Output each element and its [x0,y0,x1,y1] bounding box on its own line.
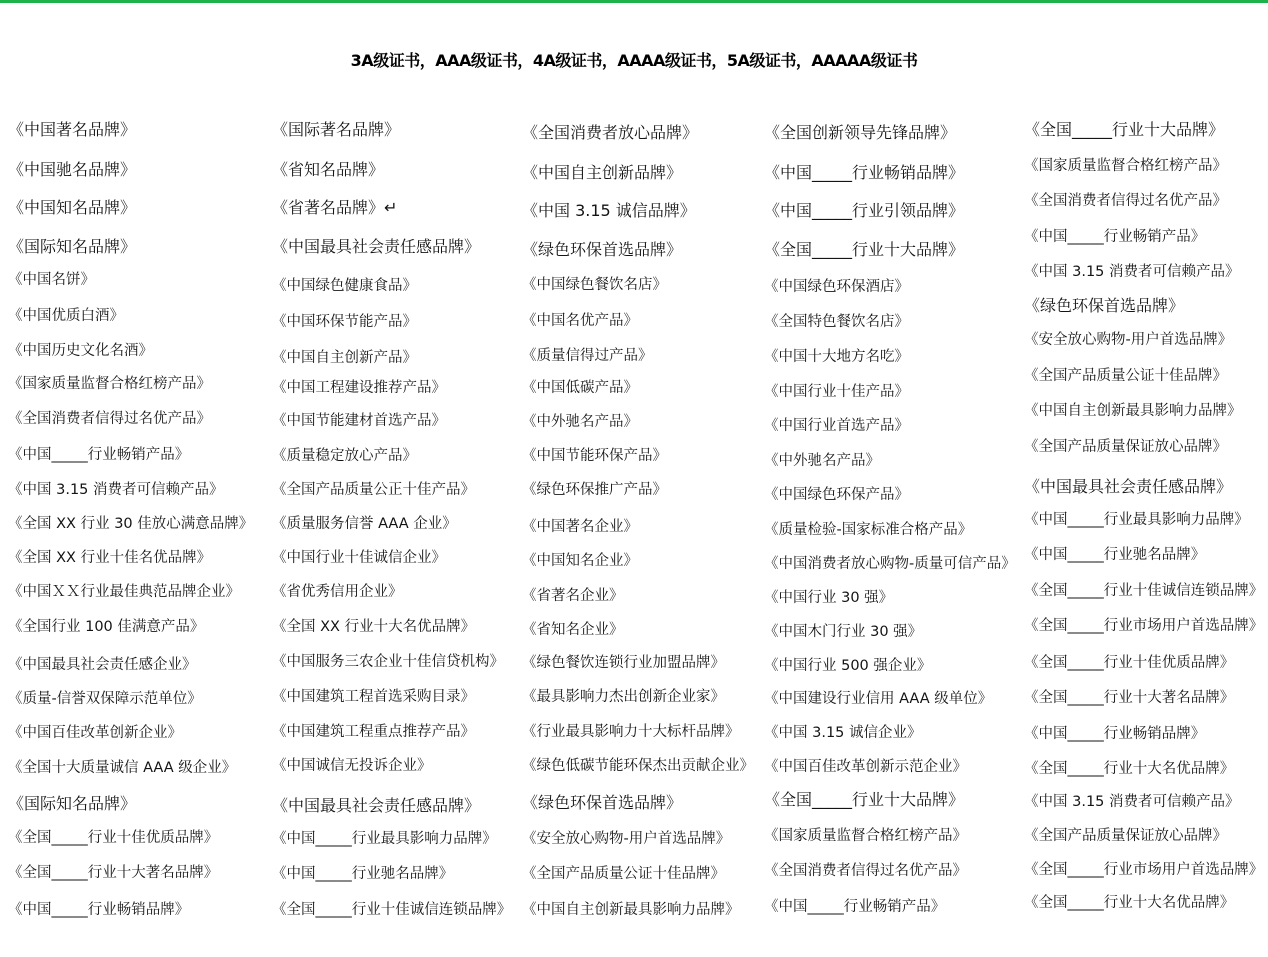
certificate-item: 《全国消费者信得过名优产品》 [8,411,211,427]
certificate-item: 《中国自主创新品牌》 [522,163,683,182]
certificate-item: 《国际著名品牌》 [272,120,401,139]
certificate-item: 《全国 XX 行业十佳名优品牌》 [8,550,212,566]
certificate-item: 《全国_____行业十大品牌》 [764,240,965,259]
certificate-item: 《省知名品牌》 [272,160,385,179]
certificate-item: 《全国_____行业十大品牌》 [764,790,965,809]
certificate-item: 《全国_____行业十大品牌》 [1024,120,1225,139]
certificate-item: 《绿色环保推广产品》 [522,482,667,498]
certificate-item: 《质量-信誉双保障示范单位》 [8,691,202,707]
certificate-item: 《中国行业十佳产品》 [764,384,909,400]
certificate-item: 《中国 3.15 诚信品牌》 [522,201,696,220]
certificate-item: 《中国优质白酒》 [8,308,124,324]
certificate-item: 《中国自主创新最具影响力品牌》 [1024,403,1242,419]
certificate-item: 《中国十大地方名吃》 [764,349,909,365]
certificate-columns [0,110,1268,930]
certificate-item: 《中国历史文化名酒》 [8,343,153,359]
certificate-item: 《中国 3.15 消费者可信赖产品》 [1024,794,1240,810]
certificate-item: 《中国自主创新最具影响力品牌》 [522,902,740,918]
certificate-item: 《全国_____行业十大名优品牌》 [1024,895,1235,911]
certificate-item: 《中国_____行业最具影响力品牌》 [272,831,497,847]
certificate-item: 《绿色环保首选品牌》 [522,240,683,259]
certificate-item: 《中国建设行业信用 AAA 级单位》 [764,691,993,707]
certificate-item: 《中外驰名产品》 [522,414,638,430]
certificate-item: 《全国_____行业十佳优质品牌》 [1024,655,1235,671]
certificate-item: 《中国知名企业》 [522,553,638,569]
certificate-item: 《全国产品质量公证十佳品牌》 [522,866,725,882]
certificate-column-4 [764,110,1020,930]
certificate-item: 《国际知名品牌》 [8,794,137,813]
certificate-item: 《绿色低碳节能环保杰出贡献企业》 [522,758,754,774]
certificate-item: 《中国绿色餐饮名店》 [522,277,667,293]
certificate-item: 《中国_____行业畅销产品》 [1024,229,1206,245]
certificate-item: 《中国最具社会责任感品牌》 [272,237,481,256]
certificate-item: 《中国著名品牌》 [8,120,137,139]
certificate-item: 《中国名优产品》 [522,313,638,329]
certificate-item: 《国家质量监督合格红榜产品》 [8,376,211,392]
certificate-item: 《中国_____行业畅销品牌》 [1024,726,1206,742]
certificate-item: 《中国_____行业引领品牌》 [764,201,965,220]
certificate-item: 《中国最具社会责任感企业》 [8,657,197,673]
certificate-item: 《中国 3.15 消费者可信赖产品》 [8,482,224,498]
certificate-item: 《全国_____行业市场用户首选品牌》 [1024,618,1264,634]
certificate-item: 《中国 3.15 诚信企业》 [764,725,922,741]
certificate-item: 《中国建筑工程重点推荐产品》 [272,724,475,740]
certificate-item: 《省著名品牌》↵ [272,198,398,217]
certificate-item: 《中国_____行业畅销产品》 [764,899,946,915]
certificate-item: 《中国行业 30 强》 [764,590,894,606]
certificate-item: 《中国行业首选产品》 [764,418,909,434]
certificate-item: 《行业最具影响力十大标杆品牌》 [522,724,740,740]
certificate-item: 《中国_____行业畅销品牌》 [764,163,965,182]
certificate-item: 《最具影响力杰出创新企业家》 [522,689,725,705]
certificate-item: 《绿色餐饮连锁行业加盟品牌》 [522,655,725,671]
certificate-column-3 [522,110,762,930]
certificate-item: 《中国_____行业驰名品牌》 [1024,547,1206,563]
certificate-item: 《全国_____行业十大著名品牌》 [1024,690,1235,706]
certificate-item: 《全国_____行业市场用户首选品牌》 [1024,862,1264,878]
certificate-item: 《中国木门行业 30 强》 [764,624,923,640]
certificate-column-5 [1024,110,1268,930]
certificate-item: 《中国ＸＸ行业最佳典范品牌企业》 [8,584,240,600]
certificate-item: 《全国 XX 行业十大名优品牌》 [272,619,476,635]
certificate-item: 《省优秀信用企业》 [272,584,403,600]
certificate-item: 《中国行业十佳诚信企业》 [272,550,446,566]
certificate-item: 《中国最具社会责任感品牌》 [1024,477,1233,496]
certificate-item: 《全国消费者放心品牌》 [522,123,699,142]
certificate-item: 《质量检验-国家标准合格产品》 [764,522,973,538]
certificate-item: 《全国创新领导先锋品牌》 [764,123,957,142]
certificate-item: 《中国环保节能产品》 [272,314,417,330]
certificate-item: 《全国_____行业十佳诚信连锁品牌》 [272,902,512,918]
certificate-item: 《中国_____行业畅销品牌》 [8,902,190,918]
certificate-item: 《中国绿色环保酒店》 [764,279,909,295]
certificate-item: 《质量信得过产品》 [522,348,653,364]
certificate-item: 《质量服务信誉 AAA 企业》 [272,516,457,532]
certificate-item: 《中国消费者放心购物-质量可信产品》 [764,556,1016,572]
certificate-item: 《全国行业 100 佳满意产品》 [8,619,205,635]
certificate-item: 《质量稳定放心产品》 [272,448,417,464]
certificate-item: 《中国节能建材首选产品》 [272,413,446,429]
certificate-item: 《中国服务三农企业十佳信贷机构》 [272,654,504,670]
certificate-item: 《全国十大质量诚信 AAA 级企业》 [8,760,237,776]
certificate-item: 《全国 XX 行业 30 佳放心满意品牌》 [8,516,254,532]
certificate-item: 《中国绿色环保产品》 [764,487,909,503]
certificate-item: 《绿色环保首选品牌》 [1024,296,1185,315]
certificate-item: 《中国工程建设推荐产品》 [272,380,446,396]
certificate-item: 《中国节能环保产品》 [522,448,667,464]
certificate-item: 《中国 3.15 消费者可信赖产品》 [1024,264,1240,280]
certificate-item: 《中国_____行业最具影响力品牌》 [1024,512,1249,528]
certificate-item: 《全国_____行业十佳诚信连锁品牌》 [1024,583,1264,599]
certificate-item: 《省知名企业》 [522,622,624,638]
certificate-item: 《中外驰名产品》 [764,453,880,469]
certificate-item: 《中国百佳改革创新示范企业》 [764,759,967,775]
certificate-item: 《绿色环保首选品牌》 [522,793,683,812]
certificate-item: 《全国产品质量公证十佳品牌》 [1024,368,1227,384]
certificate-column-1 [8,110,266,930]
certificate-item: 《国家质量监督合格红榜产品》 [764,828,967,844]
certificate-item: 《中国自主创新产品》 [272,350,417,366]
certificate-item: 《安全放心购物-用户首选品牌》 [1024,332,1233,348]
certificate-item: 《中国诚信无投诉企业》 [272,758,432,774]
certificate-item: 《中国绿色健康食品》 [272,278,417,294]
certificate-item: 《中国名饼》 [8,272,95,288]
certificate-item: 《全国消费者信得过名优产品》 [1024,193,1227,209]
certificate-item: 《全国产品质量保证放心品牌》 [1024,439,1227,455]
certificate-item: 《中国建筑工程首选采购目录》 [272,689,475,705]
certificate-item: 《全国特色餐饮名店》 [764,314,909,330]
certificate-item: 《全国产品质量公正十佳产品》 [272,482,475,498]
certificate-item: 《国际知名品牌》 [8,237,137,256]
certificate-item: 《全国消费者信得过名优产品》 [764,863,967,879]
certificate-item: 《全国_____行业十大名优品牌》 [1024,761,1235,777]
certificate-item: 《中国著名企业》 [522,519,638,535]
certificate-column-2 [272,110,520,930]
certificate-item: 《国家质量监督合格红榜产品》 [1024,158,1227,174]
certificate-item: 《全国_____行业十佳优质品牌》 [8,830,219,846]
certificate-item: 《中国_____行业驰名品牌》 [272,866,454,882]
certificate-item: 《中国知名品牌》 [8,198,137,217]
certificate-item: 《中国百佳改革创新企业》 [8,725,182,741]
certificate-item: 《全国_____行业十大著名品牌》 [8,865,219,881]
certificate-item: 《全国产品质量保证放心品牌》 [1024,828,1227,844]
certificate-item: 《中国最具社会责任感品牌》 [272,796,481,815]
top-rule [0,0,1268,3]
certificate-item: 《中国驰名品牌》 [8,160,137,179]
page-title: 3A级证书，AAA级证书，4A级证书，AAAA级证书，5A级证书，AAAAA级证书 [350,51,918,70]
certificate-item: 《中国低碳产品》 [522,380,638,396]
certificate-item: 《中国_____行业畅销产品》 [8,447,190,463]
certificate-item: 《中国行业 500 强企业》 [764,658,932,674]
certificate-item: 《安全放心购物-用户首选品牌》 [522,831,731,847]
certificate-item: 《省著名企业》 [522,588,624,604]
